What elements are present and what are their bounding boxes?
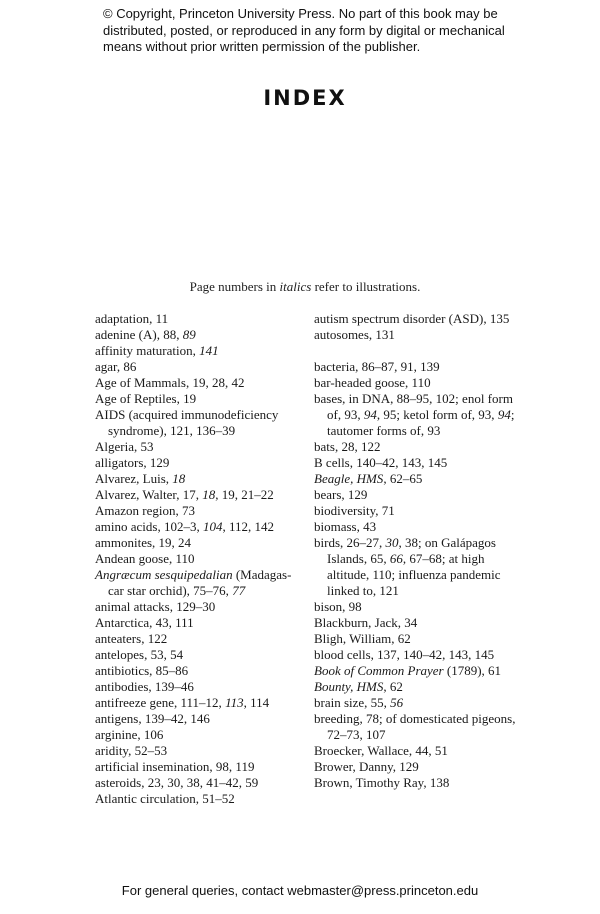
index-entry-text: (Madagas- car star orchid), 75–76, [108, 567, 292, 598]
index-entry [314, 599, 526, 615]
index-entry-text: aridity, 52–53 [95, 743, 168, 758]
index-entry-text: bison, 98 [314, 599, 362, 614]
index-entry-text: blood cells, 137, 140–42, 143, 145 [314, 647, 495, 662]
index-entry-text: Age of Mammals, 19, 28, 42 [95, 375, 245, 390]
index-entry [95, 311, 295, 327]
index-entry [314, 391, 526, 439]
footer-contact: For general queries, contact webmaster@press.princeton.edu [121, 883, 479, 898]
index-entry [314, 375, 526, 391]
index-entry [95, 359, 295, 375]
index-entry [314, 359, 526, 375]
index-entry-italic-text: 77 [232, 583, 246, 598]
index-entry [95, 743, 295, 759]
index-entry [314, 471, 526, 487]
index-entry [95, 455, 295, 471]
index-entry [95, 343, 295, 359]
index-note [0, 279, 600, 295]
letter-section-gap [314, 343, 526, 359]
index-entry-text: autism spectrum disorder (ASD), 135 [314, 311, 510, 326]
index-entry-text: Blackburn, Jack, 34 [314, 615, 418, 630]
index-entry-italic-text: 113 [225, 695, 244, 710]
index-entry-text: amino acids, 102–3, [95, 519, 203, 534]
index-entry-text: autosomes, 131 [314, 327, 395, 342]
index-entry [95, 567, 295, 599]
note-text-before: Page numbers in [189, 279, 280, 294]
index-entry [314, 759, 526, 775]
index-entry-text: (1789), 61 [443, 663, 502, 678]
index-entry-text: animal attacks, 129–30 [95, 599, 216, 614]
index-entry-italic-text: 66 [389, 551, 403, 566]
index-entry [95, 663, 295, 679]
index-entry-text: bacteria, 86–87, 91, 139 [314, 359, 440, 374]
index-entry [314, 631, 526, 647]
index-entry-italic-text: 18 [172, 471, 186, 486]
index-entry [95, 599, 295, 615]
index-entry-italic-text: 18 [202, 487, 216, 502]
index-entry [314, 535, 526, 599]
index-entry-text: , 114 [243, 695, 270, 710]
index-entry-italic-text: 141 [199, 343, 219, 358]
index-entry-text: , 62–65 [383, 471, 423, 486]
index-entry [314, 615, 526, 631]
index-entry [314, 647, 526, 663]
index-entry-italic-text: Bounty, HMS [314, 679, 384, 694]
index-entry [95, 375, 295, 391]
index-entry [95, 519, 295, 535]
index-entry-text: Brower, Danny, 129 [314, 759, 419, 774]
index-entry-text: antifreeze gene, 111–12, [95, 695, 226, 710]
index-entry [95, 631, 295, 647]
index-entry-text: antibiotics, 85–86 [95, 663, 189, 678]
index-entry [314, 663, 526, 679]
index-entry [95, 503, 295, 519]
index-entry-text: antelopes, 53, 54 [95, 647, 184, 662]
index-entry-text: , 62 [383, 679, 403, 694]
index-column-right [314, 311, 526, 791]
index-entry [95, 711, 295, 727]
index-entry [314, 327, 526, 343]
index-entry-text: bears, 129 [314, 487, 368, 502]
index-entry-text: Antarctica, 43, 111 [95, 615, 194, 630]
index-entry [95, 791, 295, 807]
index-entry [95, 327, 295, 343]
index-entry-text: , 112, 142 [222, 519, 274, 534]
index-entry-text: AIDS (acquired immunodeficiency syndrome), 121, 136–39 [95, 407, 279, 438]
index-entry-text: Alvarez, Luis, [95, 471, 173, 486]
index-entry-italic-text: 56 [390, 695, 404, 710]
index-entry [95, 647, 295, 663]
index-entry [95, 487, 295, 503]
index-entry [314, 775, 526, 791]
index-entry-text: breeding, 78; of domesticated pigeons, 72–73, 107 [314, 711, 516, 742]
index-entry [314, 487, 526, 503]
index-entry [95, 407, 295, 439]
index-entry [95, 615, 295, 631]
index-entry-text: antigens, 139–42, 146 [95, 711, 210, 726]
index-entry [314, 455, 526, 471]
index-entry-text: biodiversity, 71 [314, 503, 395, 518]
index-entry-italic-text: Beagle, HMS [314, 471, 384, 486]
index-entry [314, 679, 526, 695]
index-entry [95, 759, 295, 775]
index-entry-text: bar-headed goose, 110 [314, 375, 431, 390]
index-entry-text: Broecker, Wallace, 44, 51 [314, 743, 448, 758]
index-entry [95, 471, 295, 487]
index-entry-text: asteroids, 23, 30, 38, 41–42, 59 [95, 775, 259, 790]
index-entry-italic-text: 94 [497, 407, 511, 422]
index-entry-italic-text: 89 [182, 327, 196, 342]
copyright-notice: © Copyright, Princeton University Press. No part of this book may be distributed, posted, or reproduced in any form by digital or mechanical means without prior written permission of the publisher. [103, 6, 505, 54]
index-entry-text: biomass, 43 [314, 519, 377, 534]
index-entry-text: arginine, 106 [95, 727, 164, 742]
index-entry-text: ammonites, 19, 24 [95, 535, 192, 550]
index-entry-text: bats, 28, 122 [314, 439, 381, 454]
index-entry-text: Brown, Timothy Ray, 138 [314, 775, 450, 790]
index-entry-text: adaptation, 11 [95, 311, 169, 326]
index-entry-italic-text: Book of Common Prayer [314, 663, 444, 678]
index-entry-italic-text: 104 [202, 519, 223, 534]
index-entry-text: , 95; ketol form of, 93, [376, 407, 498, 422]
index-entry [95, 439, 295, 455]
index-entry-text: alligators, 129 [95, 455, 170, 470]
index-entry-text: Algeria, 53 [95, 439, 154, 454]
index-entry-text: agar, 86 [95, 359, 137, 374]
index-entry [95, 775, 295, 791]
index-entry-text: Amazon region, 73 [95, 503, 196, 518]
index-entry-text: , 67–68; at high altitude, 110; influenza pandemic linked to, 121 [327, 551, 501, 598]
index-entry-text: adenine (A), 88, [95, 327, 183, 342]
index-entry-text: B cells, 140–42, 143, 145 [314, 455, 448, 470]
index-entry-text: ; tautomer forms of, 93 [327, 407, 515, 438]
index-entry-text: Alvarez, Walter, 17, [95, 487, 203, 502]
index-entry-text: birds, 26–27, [314, 535, 386, 550]
note-italic-word: italics [279, 279, 312, 294]
index-entry [95, 695, 295, 711]
index-entry [95, 391, 295, 407]
index-entry-text: Age of Reptiles, 19 [95, 391, 197, 406]
index-entry-italic-text: 94 [363, 407, 377, 422]
index-entry-text: Andean goose, 110 [95, 551, 195, 566]
index-entry [314, 695, 526, 711]
index-entry-text: artificial insemination, 98, 119 [95, 759, 255, 774]
index-entry-text: brain size, 55, [314, 695, 391, 710]
index-entry-text: Atlantic circulation, 51–52 [95, 791, 235, 806]
index-entry-text: affinity maturation, [95, 343, 200, 358]
index-entry [314, 311, 526, 327]
index-entry [95, 679, 295, 695]
page-title: INDEX [263, 86, 347, 110]
index-column-left [95, 311, 295, 807]
index-entry [95, 727, 295, 743]
index-entry-text: bases, in DNA, 88–95, 102; enol form of, 93, [314, 391, 513, 422]
note-text-after: refer to illustrations. [311, 279, 421, 294]
index-entry-text: , 19, 21–22 [215, 487, 274, 502]
index-entry-text: anteaters, 122 [95, 631, 168, 646]
index-entry-text: antibodies, 139–46 [95, 679, 194, 694]
index-entry [95, 535, 295, 551]
index-entry [95, 551, 295, 567]
index-entry-italic-text: Angræcum sesquipedalian [95, 567, 233, 582]
index-entry [314, 503, 526, 519]
index-entry [314, 439, 526, 455]
index-entry [314, 743, 526, 759]
index-entry-text: Bligh, William, 62 [314, 631, 411, 646]
index-entry [314, 519, 526, 535]
index-entry-text: , 38; on Galápagos Islands, 65, [327, 535, 496, 566]
index-entry-italic-text: 30 [385, 535, 399, 550]
index-entry [314, 711, 526, 743]
